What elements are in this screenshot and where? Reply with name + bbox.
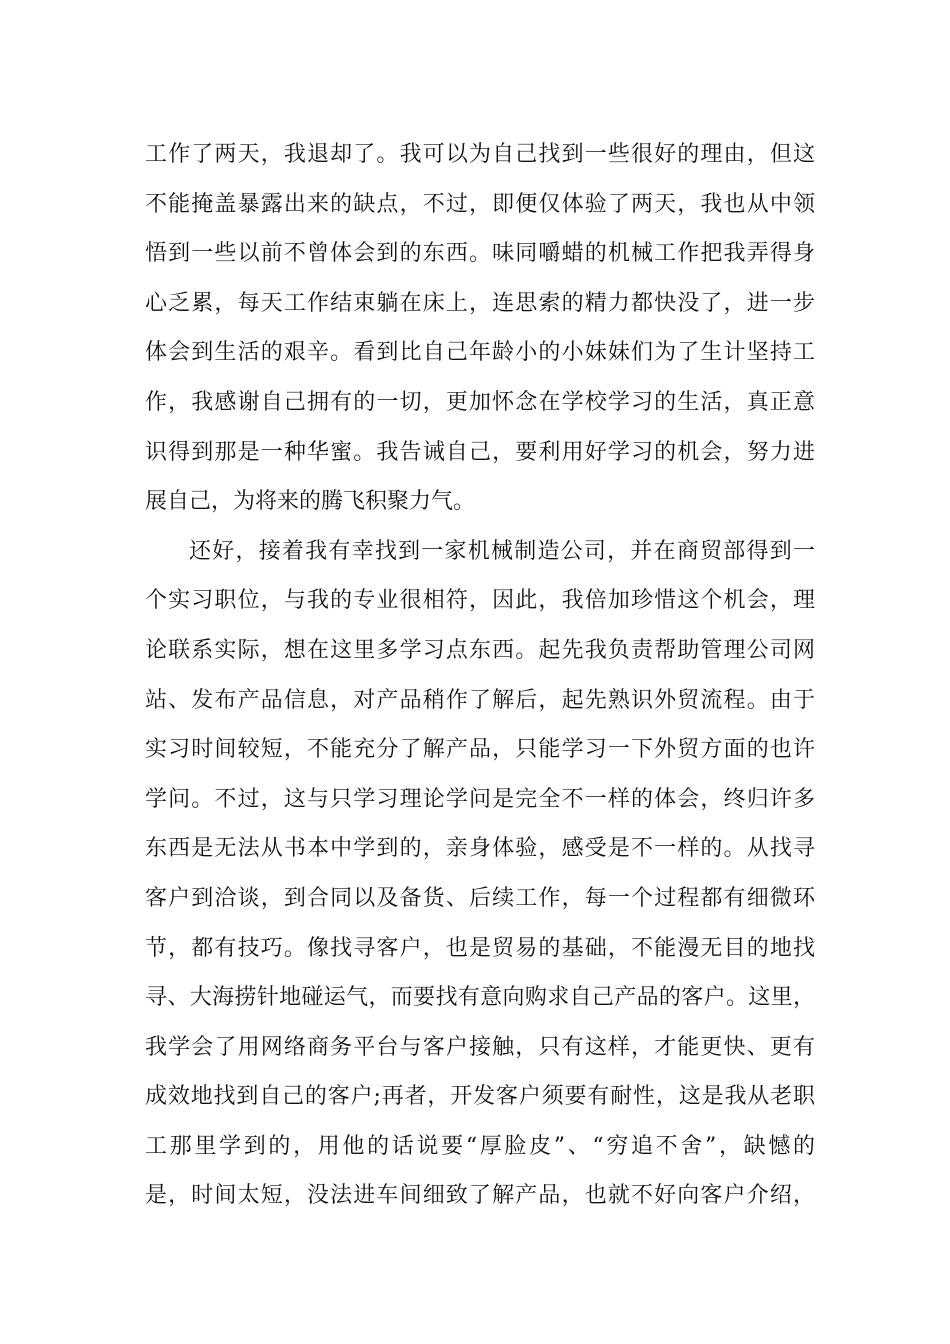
text-line: 寻、大海捞针地碰运气，而要找有意向购求自己产品的客户。这里， [145, 985, 815, 1011]
text-line: 我学会了用网络商务平台与客户接触，只有这样，才能更快、更有 [145, 1034, 815, 1060]
text-line: 论联系实际，想在这里多学习点东西。起先我负责帮助管理公司网 [145, 637, 815, 663]
text-line: 成效地找到自己的客户;再者，开发客户须要有耐性，这是我从老职 [145, 1084, 815, 1110]
text-line: 站、发布产品信息，对产品稍作了解后，起先熟识外贸流程。由于 [145, 687, 815, 713]
text-line: 还好，接着我有幸找到一家机械制造公司，并在商贸部得到一 [189, 538, 815, 564]
text-line: 学问。不过，这与只学习理论学问是完全不一样的体会，终归许多 [145, 786, 815, 812]
text-line: 不能掩盖暴露出来的缺点，不过，即便仅体验了两天，我也从中领 [145, 191, 815, 217]
text-line: 悟到一些以前不曾体会到的东西。味同嚼蜡的机械工作把我弄得身 [145, 241, 815, 267]
text-line: 识得到那是一种华蜜。我告诫自己，要利用好学习的机会，努力进 [145, 439, 815, 465]
text-line: 心乏累，每天工作结束躺在床上，连思索的精力都快没了，进一步 [145, 290, 815, 316]
text-line: 工作了两天，我退却了。我可以为自己找到一些很好的理由，但这 [145, 142, 815, 167]
text-line: 是，时间太短，没法进车间细致了解产品，也就不好向客户介绍， [145, 1183, 815, 1209]
text-line: 展自己，为将来的腾飞积聚力气。 [145, 489, 476, 515]
text-line: 作，我感谢自己拥有的一切，更加怀念在学校学习的生活，真正意 [145, 389, 815, 415]
body-text [145, 130, 815, 1221]
text-line: 节，都有技巧。像找寻客户，也是贸易的基础，不能漫无目的地找 [145, 935, 815, 961]
paragraph-2 [145, 527, 815, 1221]
text-line: 个实习职位，与我的专业很相符，因此，我倍加珍惜这个机会，理 [145, 588, 815, 614]
text-line: 实习时间较短，不能充分了解产品，只能学习一下外贸方面的也许 [145, 737, 815, 763]
text-line: 工那里学到的，用他的话说要“厚脸皮”、“穷追不舍”，缺憾的 [145, 1133, 815, 1159]
text-line: 体会到生活的艰辛。看到比自己年龄小的小妹妹们为了生计坚持工 [145, 340, 815, 366]
paragraph-1 [145, 130, 815, 527]
text-line: 客户到洽谈，到合同以及备货、后续工作，每一个过程都有细微环 [145, 885, 815, 911]
text-line: 东西是无法从书本中学到的，亲身体验，感受是不一样的。从找寻 [145, 836, 815, 862]
